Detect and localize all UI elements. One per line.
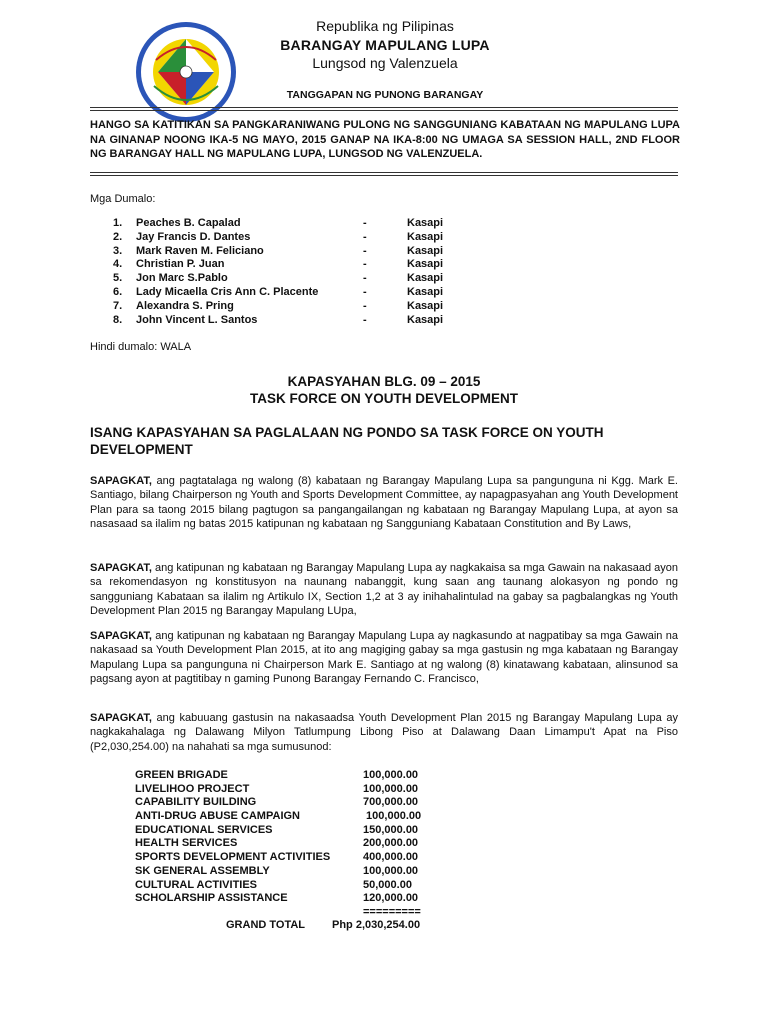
budget-amount: 100,000.00 <box>363 864 419 877</box>
whereas-paragraph-3 <box>90 629 678 686</box>
attendee-role: Kasapi <box>407 285 444 298</box>
attendee-number: 3. <box>113 244 123 257</box>
budget-item: EDUCATIONAL SERVICES <box>135 823 273 836</box>
attendee-role: Kasapi <box>407 217 444 229</box>
whereas-text: ang katipunan ng kabataan ng Barangay Mapulang Lupa ay nagkasundo at nagpatibay sa mga Gawain na nakasaad sa Youth Development Plan 2015, at ito ang magiging gabay sa mga gastusin ng mga kabataan ng Barangay Mapulang Lupa sa pangunguna ni Chairperson Mark E. Santiago at ng walong (8) kinatawang kabataan, alinsunod sa pagsang ayon at pagtitibay n gaming Punong Barangay Fernando C. Francisco, <box>90 630 678 685</box>
budget-amount: 200,000.00 <box>363 837 419 850</box>
attendee-row <box>113 258 533 272</box>
attendee-number: 7. <box>113 299 123 312</box>
attendee-name: John Vincent L. Santos <box>136 313 258 326</box>
budget-item: SPORTS DEVELOPMENT ACTIVITIES <box>135 851 331 864</box>
budget-table <box>135 769 455 920</box>
attendee-dash: - <box>363 272 367 285</box>
attendee-name: Jay Francis D. Dantes <box>136 230 251 243</box>
attendee-number: 6. <box>113 285 123 298</box>
budget-row <box>135 769 455 783</box>
attendee-row <box>113 231 533 245</box>
budget-row <box>135 837 455 851</box>
attendee-role: Kasapi <box>407 299 444 312</box>
budget-item: LIVELIHOO PROJECT <box>135 782 250 795</box>
budget-row <box>135 796 455 810</box>
attendee-dash: - <box>363 299 367 312</box>
attendee-number: 8. <box>113 313 123 326</box>
budget-amount: 120,000.00 <box>363 892 419 905</box>
attendee-row <box>113 217 533 231</box>
budget-item: SCHOLARSHIP ASSISTANCE <box>135 892 288 905</box>
attendee-role: Kasapi <box>407 230 444 243</box>
attendee-row <box>113 286 533 300</box>
intro-divider <box>90 172 678 176</box>
attendee-dash: - <box>363 244 367 257</box>
top-divider <box>90 107 678 111</box>
header-republic: Republika ng Pilipinas <box>316 18 454 34</box>
attendees-label: Mga Dumalo: <box>90 193 156 205</box>
budget-row <box>135 783 455 797</box>
attendee-row <box>113 314 533 328</box>
budget-amount: 100,000.00 <box>363 810 422 823</box>
attendee-dash: - <box>363 230 367 243</box>
budget-item: CULTURAL ACTIVITIES <box>135 878 258 891</box>
budget-row <box>135 865 455 879</box>
budget-row <box>135 892 455 906</box>
budget-row <box>135 851 455 865</box>
budget-amount: ========= <box>363 905 421 918</box>
attendee-name: Peaches B. Capalad <box>136 217 241 229</box>
attendees-list <box>113 217 533 327</box>
budget-item: SK GENERAL ASSEMBLY <box>135 864 270 877</box>
attendee-name: Lady Micaella Cris Ann C. Placente <box>136 285 319 298</box>
whereas-lead: SAPAGKAT, <box>90 562 152 574</box>
attendee-row <box>113 272 533 286</box>
minutes-intro: HANGO SA KATITIKAN SA PANGKARANIWANG PULONG NG SANGGUNIANG KABATAAN NG MAPULANG LUPA NA GINANAP NOONG IKA-5 NG MAYO, 2015 GANAP NA IKA-8:00 NG UMAGA SA SESSION HALL, 2ND FLOOR NG BARANGAY HALL NG MAPULANG LUPA, LUNGSOD NG VALENZUELA. <box>90 119 680 160</box>
grand-total-value: Php 2,030,254.00 <box>332 919 421 931</box>
whereas-text: ang pagtatalaga ng walong (8) kabataan ng Barangay Mapulang Lupa sa pangunguna ni Kgg. Mark E. Santiago, bilang Chairperson ng Youth and Sports Development Committee, ay napagpasyahan ang Youth Development Plan para sa taong 2015 bilang pagtugon sa pangangailangan ng kabataan ng Barangay Mapulang Lupa, at ayon sa nasasaad sa ilalim ng batas 2015 katipunan ng kabataan ng Sangguniang Kabataan Constitution and By Laws, <box>90 475 678 530</box>
header-city: Lungsod ng Valenzuela <box>312 55 458 71</box>
attendee-name: Jon Marc S.Pablo <box>136 272 228 285</box>
attendee-role: Kasapi <box>407 244 444 257</box>
whereas-text: ang kabuuang gastusin na nakasaadsa Youth Development Plan 2015 ng Barangay Mapulang Lupa ay nagkakahalaga ng Dalawang Milyon Tatlumpung Libong Piso at Dalawang Daan Limampu't Apat na Piso (P2,030,254.00) na nahahati sa mga sumusunod: <box>90 712 678 753</box>
attendee-name: Christian P. Juan <box>136 258 225 271</box>
resolution-number: KAPASYAHAN BLG. 09 – 2015 <box>287 374 481 389</box>
whereas-paragraph-2 <box>90 561 678 618</box>
budget-item: GREEN BRIGADE <box>135 769 228 781</box>
budget-amount: 700,000.00 <box>363 796 419 809</box>
budget-item: HEALTH SERVICES <box>135 837 238 850</box>
attendee-number: 5. <box>113 272 123 285</box>
header-barangay: BARANGAY MAPULANG LUPA <box>280 37 490 53</box>
attendee-dash: - <box>363 258 367 271</box>
grand-total-label: GRAND TOTAL <box>226 919 306 931</box>
attendee-role: Kasapi <box>407 313 444 326</box>
attendee-row <box>113 300 533 314</box>
whereas-paragraph-4 <box>90 711 678 754</box>
resolution-heading: ISANG KAPASYAHAN SA PAGLALAAN NG PONDO SA TASK FORCE ON YOUTH DEVELOPMENT <box>90 425 604 457</box>
whereas-lead: SAPAGKAT, <box>90 630 152 642</box>
attendee-dash: - <box>363 285 367 298</box>
attendee-dash: - <box>363 217 367 229</box>
attendee-name: Mark Raven M. Feliciano <box>136 244 264 257</box>
resolution-title: TASK FORCE ON YOUTH DEVELOPMENT <box>249 391 519 406</box>
budget-row <box>135 906 455 920</box>
attendee-number: 1. <box>113 217 123 229</box>
attendee-number: 2. <box>113 230 123 243</box>
budget-item: CAPABILITY BUILDING <box>135 796 257 809</box>
whereas-text: ang katipunan ng kabataan ng Barangay Mapulang Lupa ay nagkakaisa sa mga Gawain na nakasaad ayon sa rekomendasyon ng konstitusyon na naunang nabanggit, kung saan ang taunang alokasyon ng pondo ng sangguniang Kabataan sa ilalim ng Artikulo IX, Section 1,2 at 3 ay inihahalintulad na gabay sa pagbalangkas ng Youth Development Plan 2015 ng Barangay Mapulang LUpa, <box>90 562 678 617</box>
budget-item: ANTI-DRUG ABUSE CAMPAIGN <box>135 810 300 823</box>
budget-amount: 50,000.00 <box>363 878 412 891</box>
whereas-lead: SAPAGKAT, <box>90 712 152 724</box>
budget-row <box>135 810 455 824</box>
absent-note: Hindi dumalo: WALA <box>90 341 192 353</box>
attendee-dash: - <box>363 313 367 326</box>
attendee-number: 4. <box>113 258 123 271</box>
whereas-lead: SAPAGKAT, <box>90 475 152 487</box>
budget-amount: 150,000.00 <box>363 823 419 836</box>
budget-row <box>135 879 455 893</box>
budget-amount: 100,000.00 <box>363 782 419 795</box>
header-office: TANGGAPAN NG PUNONG BARANGAY <box>286 89 484 101</box>
attendee-row <box>113 245 533 259</box>
attendee-role: Kasapi <box>407 272 444 285</box>
attendee-name: Alexandra S. Pring <box>136 299 234 312</box>
whereas-paragraph-1 <box>90 474 678 531</box>
budget-row <box>135 824 455 838</box>
attendee-role: Kasapi <box>407 258 444 271</box>
budget-amount: 100,000.00 <box>363 769 419 781</box>
budget-amount: 400,000.00 <box>363 851 419 864</box>
